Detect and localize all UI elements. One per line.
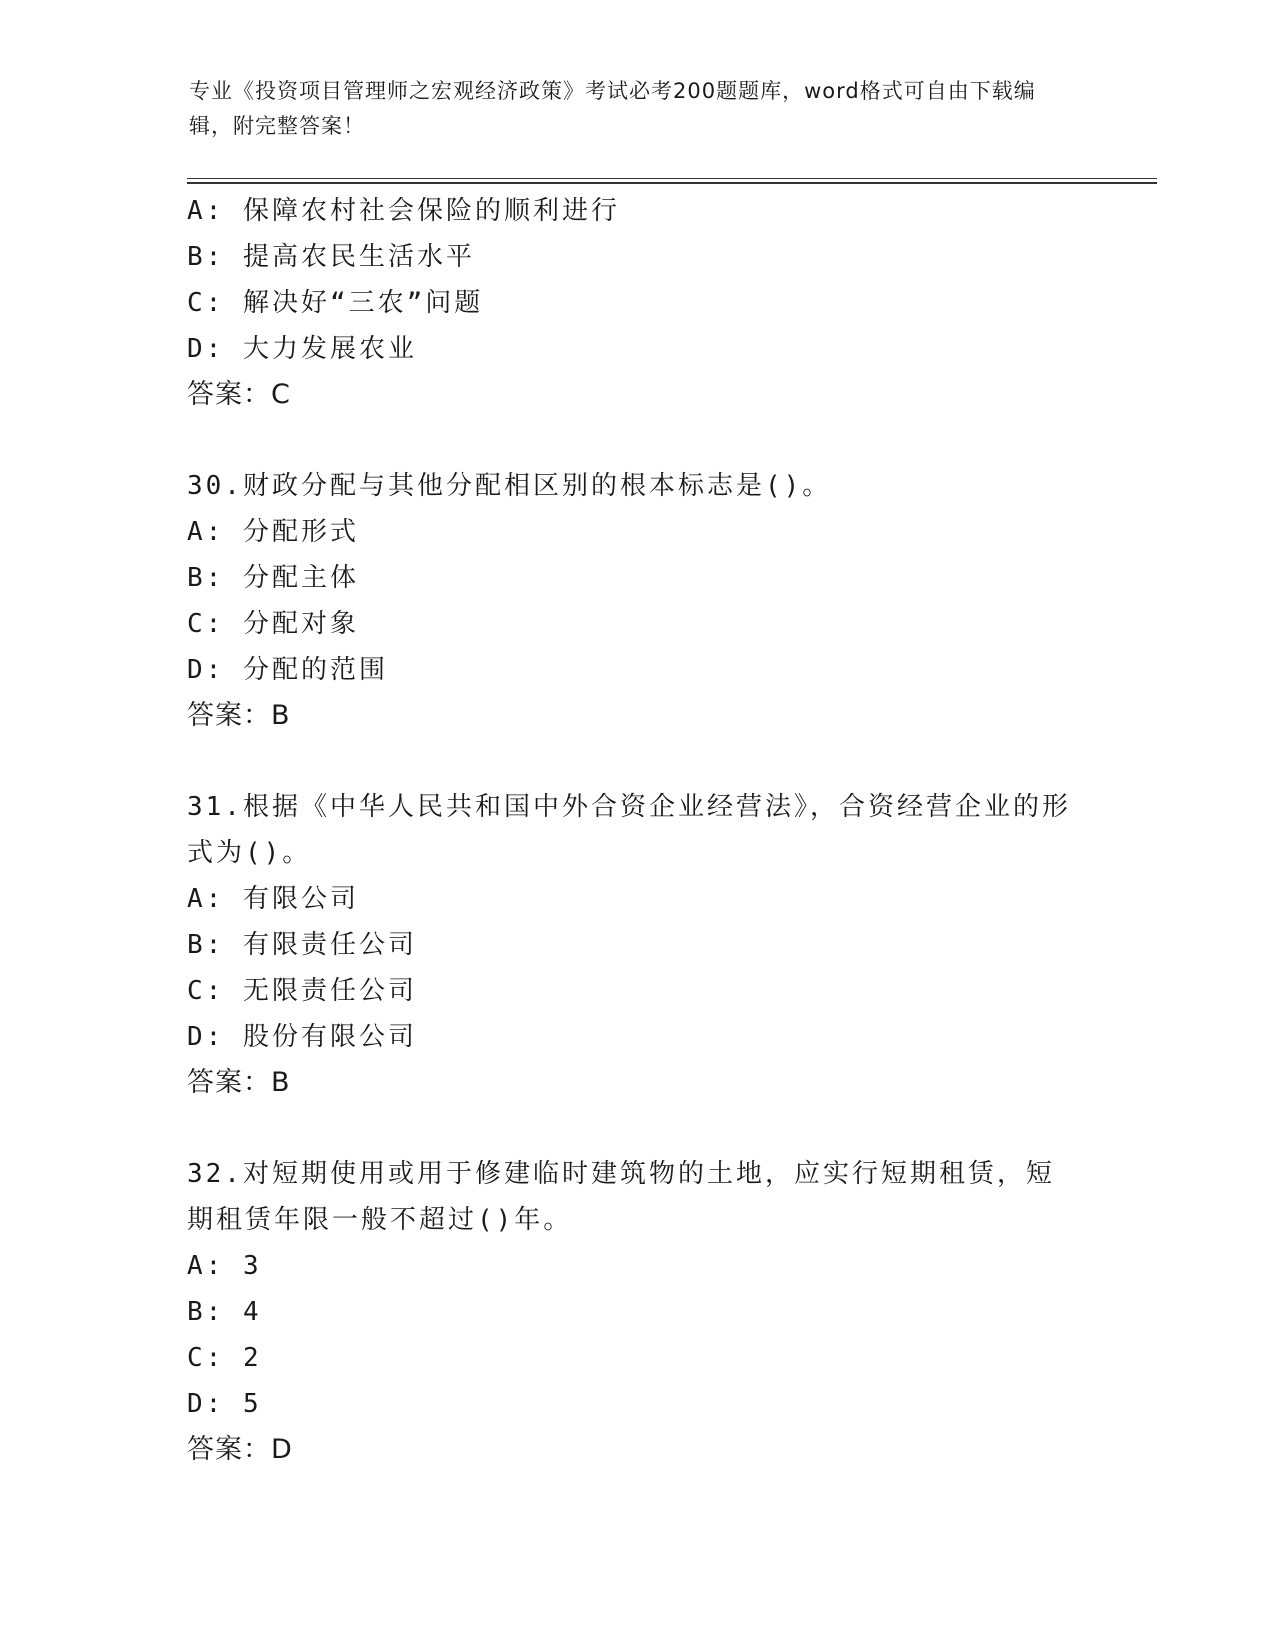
header-divider-thin — [187, 178, 1157, 179]
answer: 答案：B — [187, 1067, 291, 1098]
option-a: A: 3 — [187, 1251, 262, 1281]
option-b: B: 有限责任公司 — [187, 930, 417, 960]
question-stem: 31.根据《中华人民共和国中外合资企业经营法》，合资经营企业的形式为()。 — [187, 792, 1071, 868]
question-29 — [187, 188, 1087, 418]
answer: 答案：B — [187, 700, 291, 731]
option-b: B: 提高农民生活水平 — [187, 242, 475, 272]
answer: 答案：D — [187, 1434, 293, 1465]
question-list — [187, 188, 1087, 1473]
question-31 — [187, 784, 1087, 1106]
header-divider-thick — [187, 182, 1157, 184]
question-30 — [187, 463, 1087, 739]
option-c: C: 解决好“三农”问题 — [187, 288, 484, 318]
option-c: C: 无限责任公司 — [187, 976, 417, 1006]
option-d: D: 大力发展农业 — [187, 334, 417, 364]
option-a: A: 保障农村社会保险的顺利进行 — [187, 196, 620, 226]
option-d: D: 分配的范围 — [187, 655, 388, 685]
question-stem: 30.财政分配与其他分配相区别的根本标志是()。 — [187, 471, 832, 501]
option-a: A: 有限公司 — [187, 884, 359, 914]
question-32 — [187, 1151, 1087, 1473]
option-c: C: 2 — [187, 1343, 262, 1373]
option-b: B: 4 — [187, 1297, 262, 1327]
option-d: D: 5 — [187, 1389, 262, 1419]
option-d: D: 股份有限公司 — [187, 1022, 417, 1052]
option-b: B: 分配主体 — [187, 563, 359, 593]
option-c: C: 分配对象 — [187, 609, 359, 639]
document-intro: 专业《投资项目管理师之宏观经济政策》考试必考200题题库，word格式可自由下载编辑，附完整答案！ — [189, 79, 1036, 138]
option-a: A: 分配形式 — [187, 517, 359, 547]
question-stem: 32.对短期使用或用于修建临时建筑物的土地，应实行短期租赁，短期租赁年限一般不超过()年。 — [187, 1159, 1055, 1235]
answer: 答案：C — [187, 379, 291, 410]
